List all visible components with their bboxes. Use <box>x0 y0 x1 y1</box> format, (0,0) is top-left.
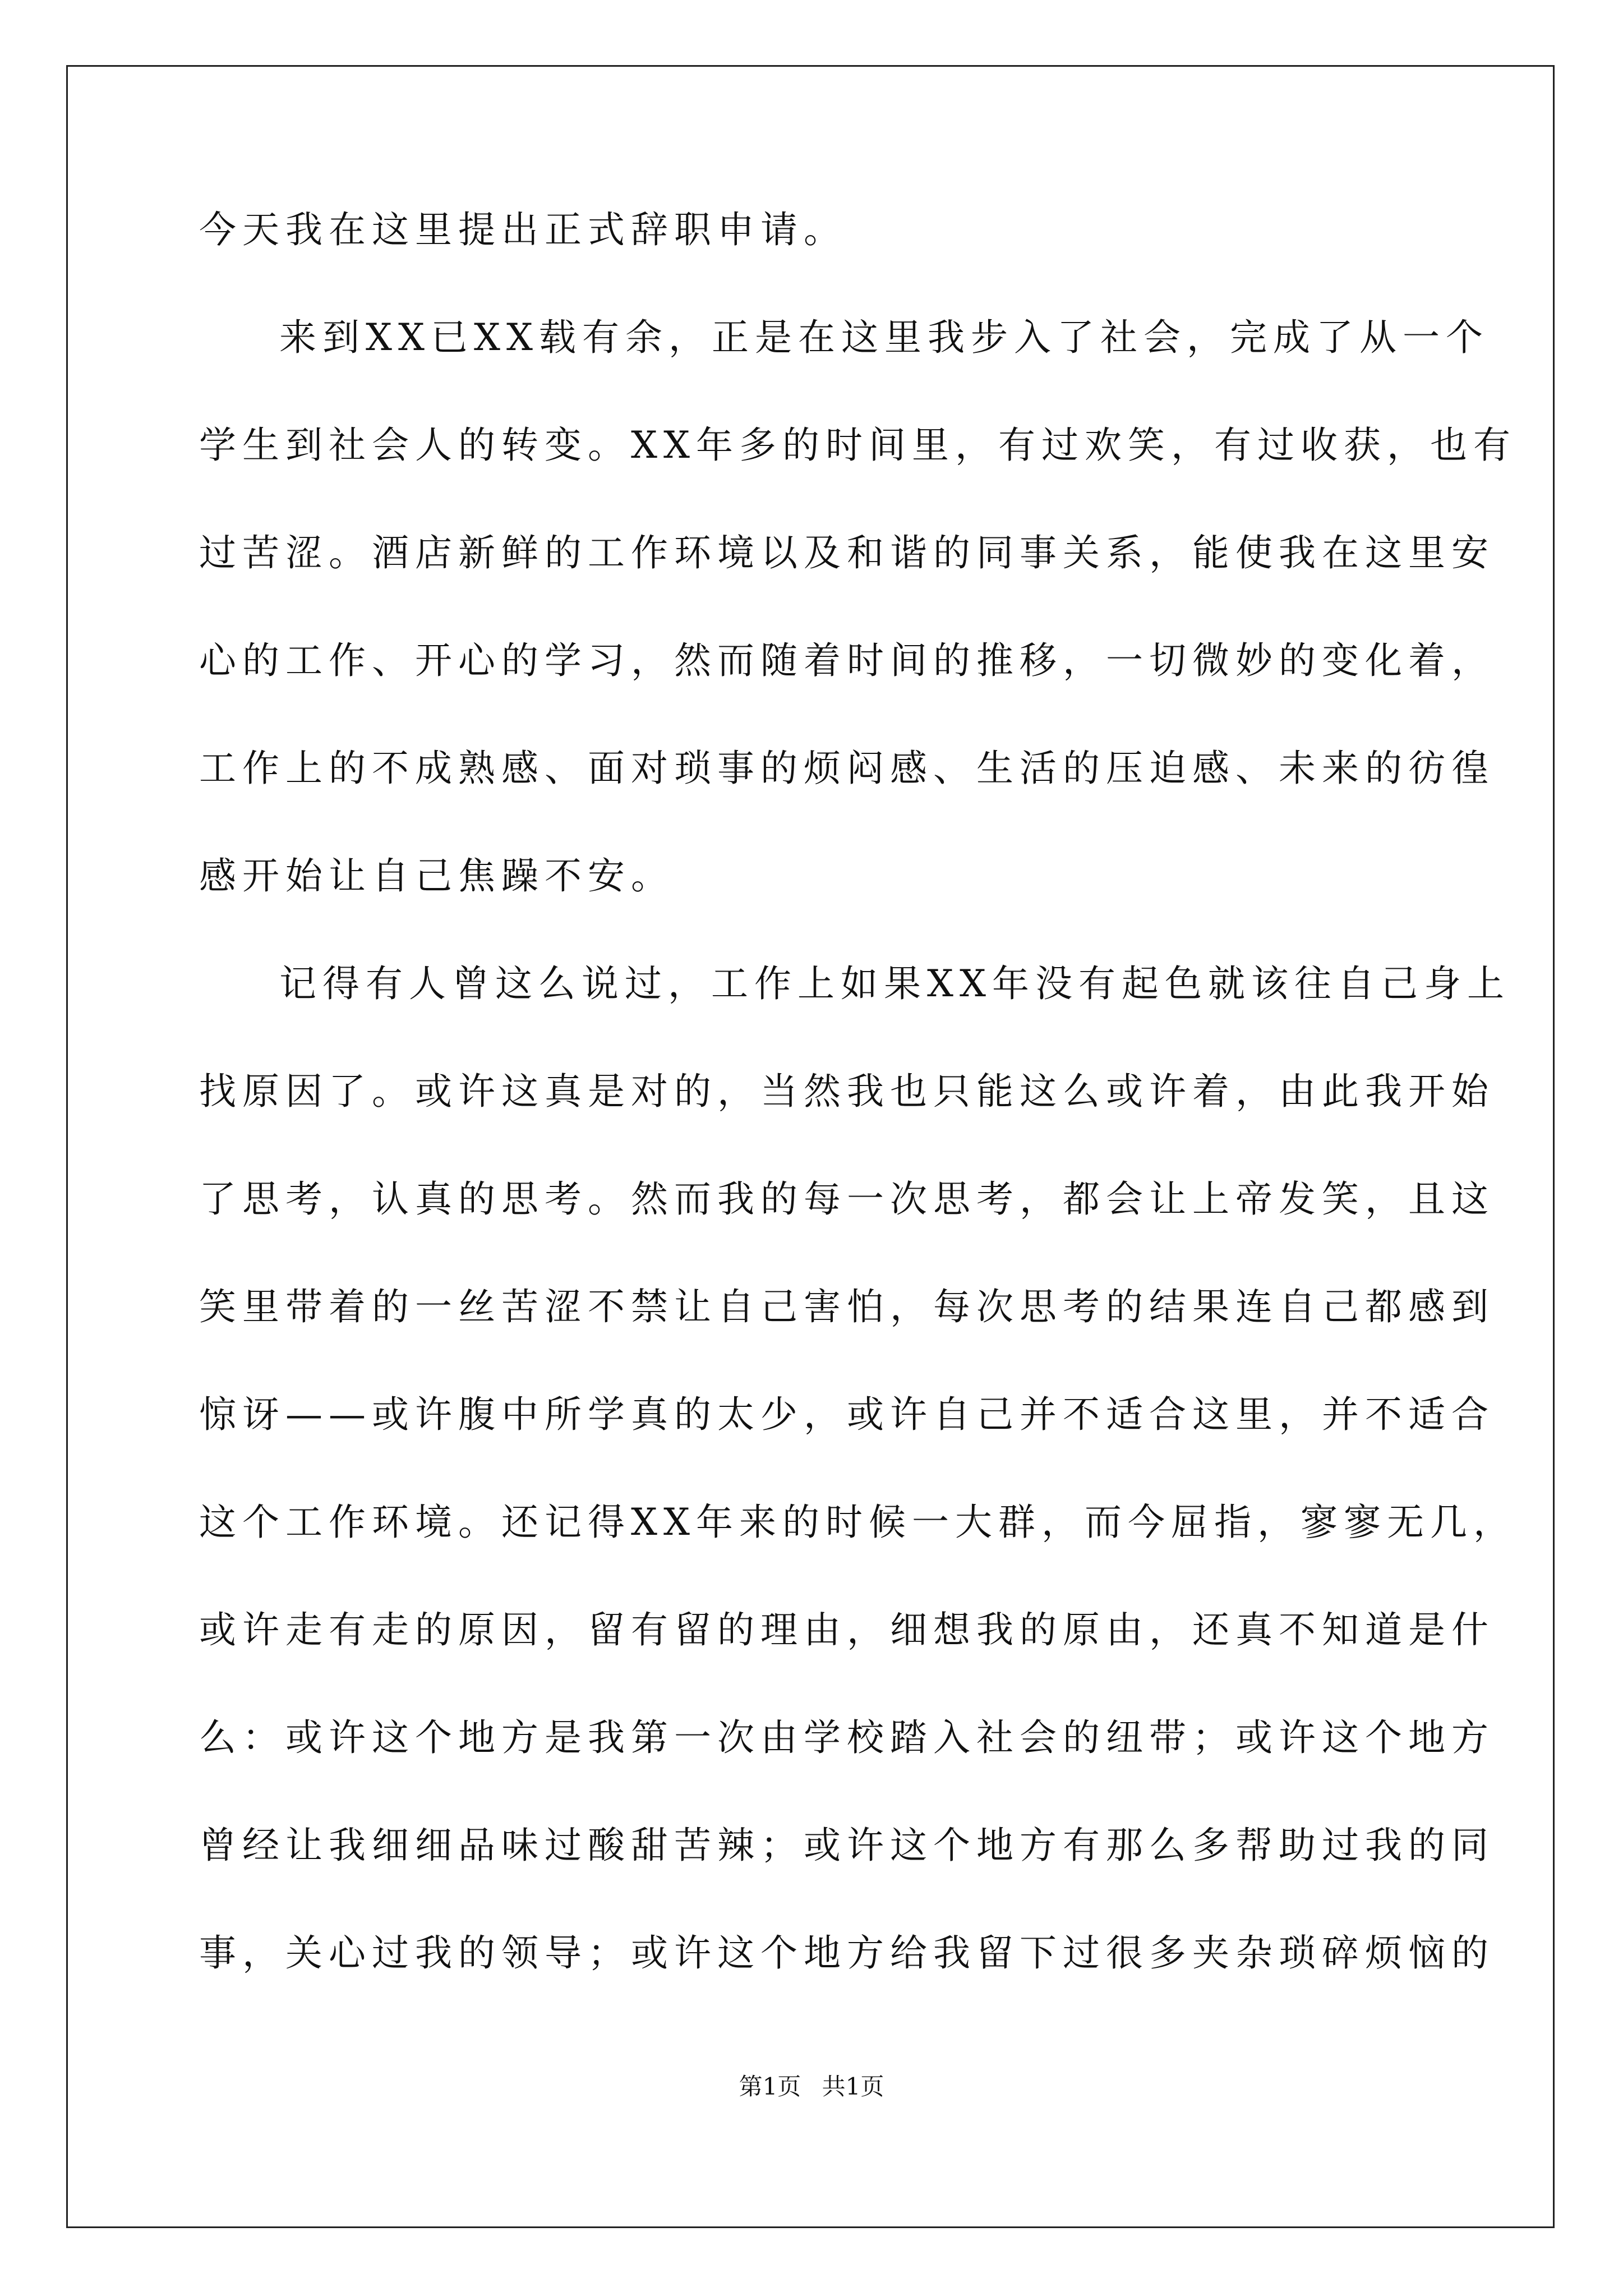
text-line: 感开始让自己焦躁不安。 <box>199 854 674 898</box>
text-line: 笑里带着的一丝苦涩不禁让自己害怕，每次思考的结果连自己都感到 <box>199 1285 1495 1328</box>
text-line: 学生到社会人的转变。XX年多的时间里，有过欢笑，有过收获，也有 <box>199 424 1516 467</box>
page-number: 第1页 <box>739 2073 801 2100</box>
text-line: 或许走有走的原因，留有留的理由，细想我的原由，还真不知道是什 <box>199 1608 1495 1651</box>
document-body <box>199 199 1516 2030</box>
text-line: 记得有人曾这么说过，工作上如果XX年没有起色就该往自己身上 <box>279 962 1510 1005</box>
text-line: 惊讶——或许腹中所学真的太少，或许自己并不适合这里，并不适合 <box>199 1393 1495 1436</box>
text-line: 这个工作环境。还记得XX年来的时候一大群，而今屈指，寥寥无几， <box>199 1501 1516 1544</box>
text-line: 来到XX已XX载有余，正是在这里我步入了社会，完成了从一个 <box>279 316 1489 359</box>
page-footer <box>0 2070 1623 2104</box>
text-line: 曾经让我细细品味过酸甜苦辣；或许这个地方有那么多帮助过我的同 <box>199 1824 1495 1867</box>
text-line: 今天我在这里提出正式辞职申请。 <box>199 208 847 251</box>
text-line: 事，关心过我的领导；或许这个地方给我留下过很多夹杂琐碎烦恼的 <box>199 1931 1495 1975</box>
text-line: 找原因了。或许这真是对的，当然我也只能这么或许着，由此我开始 <box>199 1070 1495 1113</box>
text-line: 么：或许这个地方是我第一次由学校踏入社会的纽带；或许这个地方 <box>199 1716 1495 1759</box>
text-line: 工作上的不成熟感、面对琐事的烦闷感、生活的压迫感、未来的彷徨 <box>199 747 1495 790</box>
text-line: 了思考，认真的思考。然而我的每一次思考，都会让上帝发笑，且这 <box>199 1177 1495 1221</box>
text-line: 过苦涩。酒店新鲜的工作环境以及和谐的同事关系，能使我在这里安 <box>199 531 1495 574</box>
text-line: 心的工作、开心的学习，然而随着时间的推移，一切微妙的变化着， <box>199 639 1495 682</box>
page-total: 共1页 <box>822 2073 884 2100</box>
